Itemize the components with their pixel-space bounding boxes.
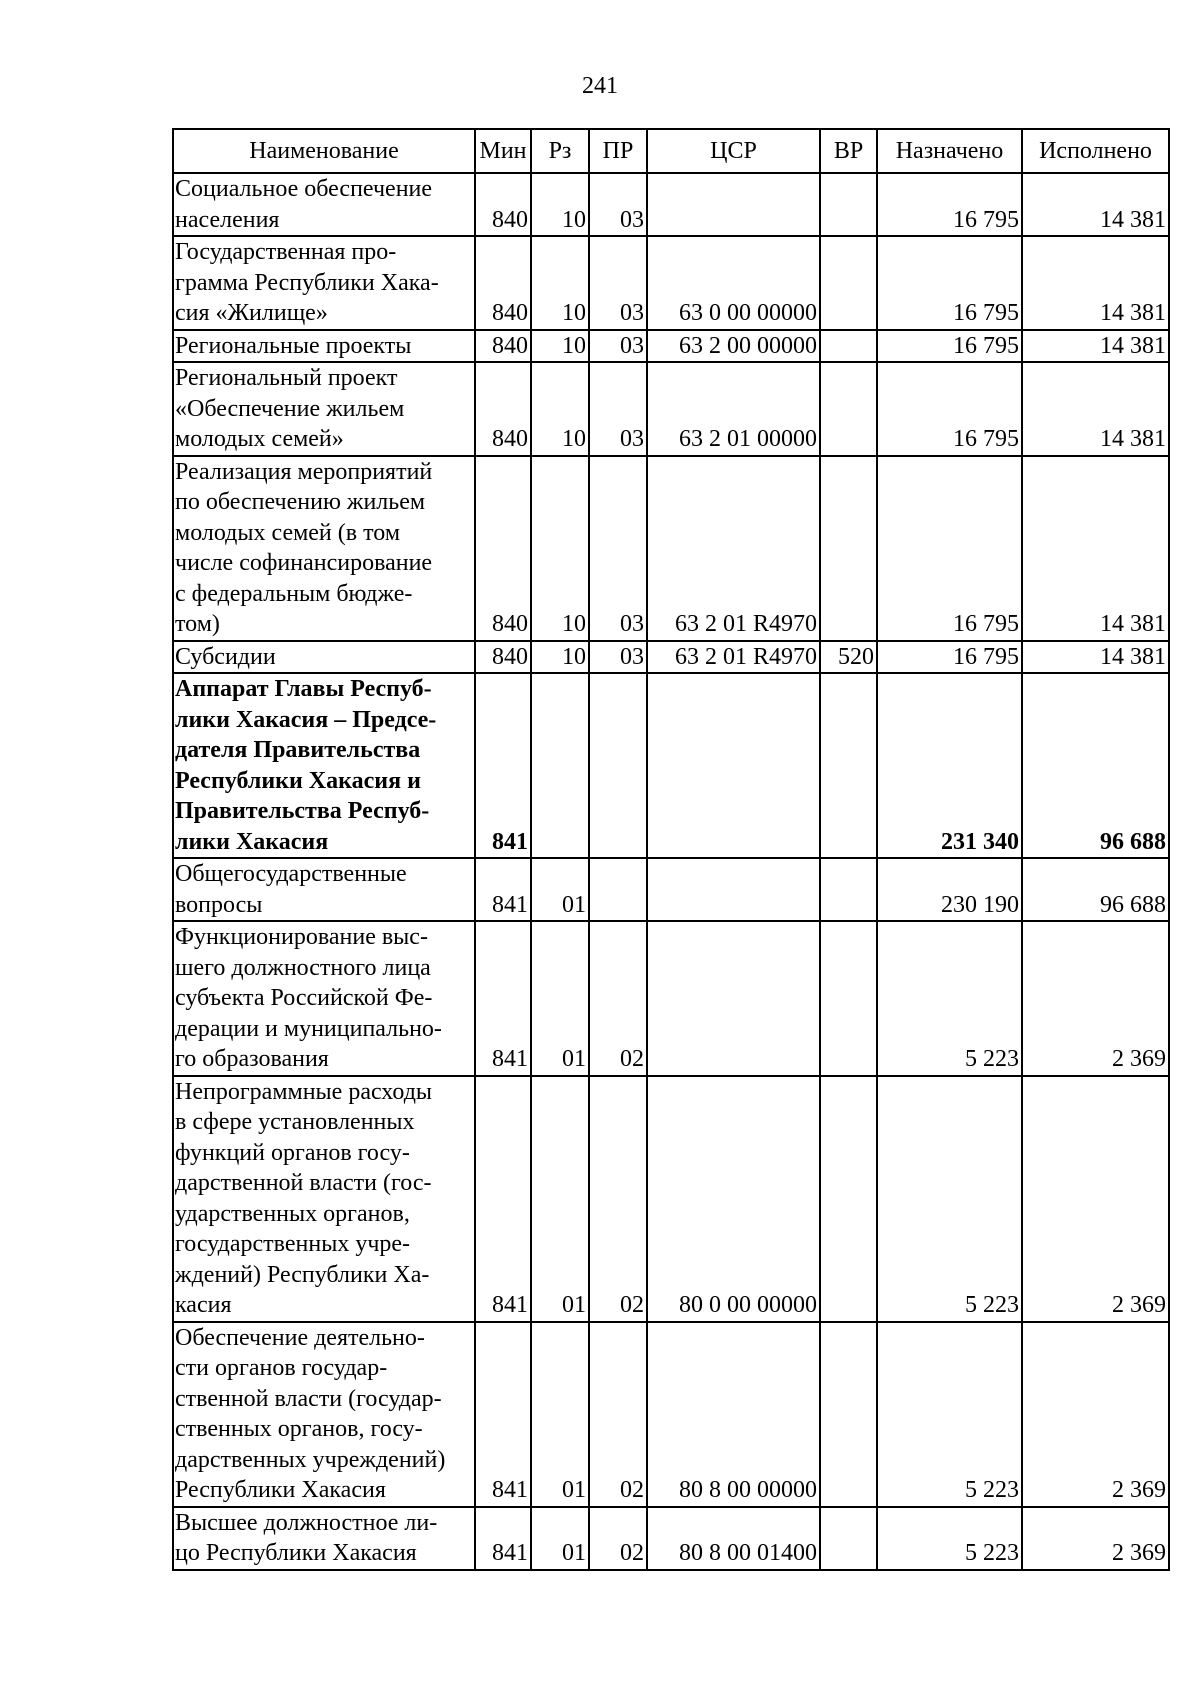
cell-name <box>173 641 475 674</box>
cell-min: 841 <box>475 1322 531 1507</box>
cell-csr <box>647 173 820 236</box>
cell-pr: 02 <box>589 921 647 1076</box>
cell-executed: 2 369 <box>1022 1507 1169 1570</box>
name-line: Непрограммные расходы <box>175 1078 433 1105</box>
name-line: ударственных органов, <box>175 1200 410 1227</box>
name-line: Республики Хакасия <box>175 1477 386 1503</box>
name-line: субъекта Российской Фе- <box>175 985 433 1011</box>
name-line: функций органов госу- <box>175 1139 410 1166</box>
cell-name <box>173 1507 475 1570</box>
name-line: Правительства Респуб- <box>175 798 430 824</box>
cell-min: 841 <box>475 1076 531 1322</box>
name-line: Высшее должностное ли- <box>175 1509 438 1536</box>
cell-assigned: 16 795 <box>877 641 1022 674</box>
name-line: касия <box>175 1292 232 1318</box>
cell-executed: 14 381 <box>1022 641 1169 674</box>
cell-assigned: 231 340 <box>877 673 1022 858</box>
cell-csr: 80 8 00 01400 <box>647 1507 820 1570</box>
name-line: Аппарат Главы Респуб- <box>175 676 432 702</box>
cell-vr <box>820 456 877 641</box>
cell-executed: 2 369 <box>1022 1076 1169 1322</box>
cell-assigned: 16 795 <box>877 330 1022 363</box>
cell-name <box>173 858 475 921</box>
name-line: Общегосударственные <box>175 861 407 887</box>
cell-rz: 01 <box>531 1076 589 1322</box>
name-line: Обеспечение деятельно- <box>175 1324 425 1351</box>
name-line: го образования <box>175 1046 329 1072</box>
header-pr: ПР <box>589 129 647 173</box>
cell-assigned: 5 223 <box>877 1076 1022 1322</box>
cell-min: 841 <box>475 673 531 858</box>
cell-name <box>173 673 475 858</box>
cell-rz: 01 <box>531 1507 589 1570</box>
table-row <box>173 673 1169 858</box>
name-line: Региональные проекты <box>175 332 412 359</box>
name-line: грамма Республики Хака- <box>175 269 439 296</box>
table-row <box>173 456 1169 641</box>
cell-vr <box>820 173 877 236</box>
name-line: ственной власти (государ- <box>175 1385 442 1412</box>
table-row <box>173 641 1169 674</box>
table-row <box>173 858 1169 921</box>
name-line: по обеспечению жильем <box>175 489 426 515</box>
cell-executed: 96 688 <box>1022 858 1169 921</box>
name-line: дерации и муниципально- <box>175 1015 442 1042</box>
table-row <box>173 362 1169 456</box>
cell-rz: 10 <box>531 362 589 456</box>
cell-rz: 10 <box>531 641 589 674</box>
cell-min: 840 <box>475 236 531 330</box>
cell-vr <box>820 1322 877 1507</box>
name-line: лики Хакасия <box>175 828 329 855</box>
name-line: Республики Хакасия и <box>175 767 421 794</box>
cell-min: 841 <box>475 921 531 1076</box>
table-body <box>173 173 1169 1570</box>
cell-pr: 03 <box>589 236 647 330</box>
cell-csr: 63 0 00 00000 <box>647 236 820 330</box>
cell-min: 840 <box>475 456 531 641</box>
name-line: Реализация мероприятий <box>175 458 433 485</box>
cell-rz <box>531 673 589 858</box>
cell-csr <box>647 858 820 921</box>
header-assigned: Назначено <box>877 129 1022 173</box>
header-min: Мин <box>475 129 531 173</box>
table-row <box>173 1322 1169 1507</box>
cell-vr <box>820 858 877 921</box>
cell-name <box>173 330 475 363</box>
cell-csr: 63 2 00 00000 <box>647 330 820 363</box>
name-line: сия «Жилище» <box>175 300 328 326</box>
name-line: числе софинансирование <box>175 550 433 576</box>
cell-assigned: 16 795 <box>877 173 1022 236</box>
name-line: с федеральным бюдже- <box>175 580 413 607</box>
cell-csr: 63 2 01 00000 <box>647 362 820 456</box>
cell-assigned: 5 223 <box>877 1322 1022 1507</box>
header-csr: ЦСР <box>647 129 820 173</box>
name-line: молодых семей (в том <box>175 519 400 546</box>
name-line: Региональный проект <box>175 365 398 391</box>
cell-name <box>173 1322 475 1507</box>
page-number: 241 <box>582 73 618 99</box>
cell-min: 840 <box>475 173 531 236</box>
table-header-row <box>173 129 1169 173</box>
cell-vr <box>820 1507 877 1570</box>
name-line: государственных учре- <box>175 1231 411 1257</box>
name-line: шего должностного лица <box>175 954 431 981</box>
header-rz: Рз <box>531 129 589 173</box>
cell-name <box>173 173 475 236</box>
cell-pr: 02 <box>589 1507 647 1570</box>
cell-assigned: 5 223 <box>877 1507 1022 1570</box>
cell-assigned: 5 223 <box>877 921 1022 1076</box>
cell-vr <box>820 1076 877 1322</box>
cell-executed: 14 381 <box>1022 456 1169 641</box>
name-line: том) <box>175 611 220 637</box>
name-line: дарственных учреждений) <box>175 1446 446 1473</box>
name-line: цо Республики Хакасия <box>175 1540 417 1566</box>
name-line: дателя Правительства <box>175 737 421 763</box>
cell-csr: 63 2 01 R4970 <box>647 456 820 641</box>
cell-pr <box>589 673 647 858</box>
cell-pr: 03 <box>589 362 647 456</box>
cell-csr: 80 8 00 00000 <box>647 1322 820 1507</box>
cell-rz: 10 <box>531 173 589 236</box>
cell-pr <box>589 858 647 921</box>
cell-rz: 01 <box>531 858 589 921</box>
cell-executed: 14 381 <box>1022 173 1169 236</box>
cell-executed: 14 381 <box>1022 236 1169 330</box>
cell-name <box>173 362 475 456</box>
cell-rz: 10 <box>531 330 589 363</box>
cell-csr: 63 2 01 R4970 <box>647 641 820 674</box>
cell-csr <box>647 921 820 1076</box>
cell-name <box>173 921 475 1076</box>
cell-rz: 10 <box>531 236 589 330</box>
header-vr: ВР <box>820 129 877 173</box>
name-line: дарственной власти (гос- <box>175 1170 432 1196</box>
cell-csr: 80 0 00 00000 <box>647 1076 820 1322</box>
cell-assigned: 16 795 <box>877 456 1022 641</box>
table-row <box>173 1507 1169 1570</box>
cell-executed: 2 369 <box>1022 1322 1169 1507</box>
cell-vr <box>820 673 877 858</box>
name-line: Субсидии <box>175 643 276 670</box>
cell-min: 841 <box>475 1507 531 1570</box>
cell-vr <box>820 236 877 330</box>
cell-executed: 14 381 <box>1022 330 1169 363</box>
cell-pr: 02 <box>589 1076 647 1322</box>
cell-assigned: 16 795 <box>877 362 1022 456</box>
name-line: молодых семей» <box>175 426 344 452</box>
cell-pr: 03 <box>589 641 647 674</box>
cell-pr: 02 <box>589 1322 647 1507</box>
cell-executed: 14 381 <box>1022 362 1169 456</box>
name-line: сти органов государ- <box>175 1355 388 1381</box>
table-row <box>173 236 1169 330</box>
header-executed: Исполнено <box>1022 129 1169 173</box>
table-row <box>173 173 1169 236</box>
cell-name <box>173 456 475 641</box>
cell-name <box>173 1076 475 1322</box>
cell-min: 841 <box>475 858 531 921</box>
name-line: Государственная про- <box>175 239 397 265</box>
cell-assigned: 230 190 <box>877 858 1022 921</box>
cell-executed: 96 688 <box>1022 673 1169 858</box>
name-line: населения <box>175 206 280 233</box>
cell-rz: 01 <box>531 921 589 1076</box>
cell-min: 840 <box>475 641 531 674</box>
cell-vr <box>820 921 877 1076</box>
cell-executed: 2 369 <box>1022 921 1169 1076</box>
table-row <box>173 921 1169 1076</box>
cell-pr: 03 <box>589 330 647 363</box>
cell-vr <box>820 362 877 456</box>
table-row <box>173 330 1169 363</box>
table-row <box>173 1076 1169 1322</box>
name-line: Функционирование выс- <box>175 924 428 950</box>
header-name: Наименование <box>173 129 475 173</box>
name-line: ждений) Республики Ха- <box>175 1261 430 1288</box>
name-line: Социальное обеспечение <box>175 176 433 202</box>
cell-rz: 10 <box>531 456 589 641</box>
name-line: ственных органов, госу- <box>175 1416 423 1442</box>
name-line: в сфере установленных <box>175 1109 415 1135</box>
cell-pr: 03 <box>589 456 647 641</box>
cell-min: 840 <box>475 330 531 363</box>
cell-name <box>173 236 475 330</box>
cell-rz: 01 <box>531 1322 589 1507</box>
name-line: вопросы <box>175 891 263 918</box>
cell-assigned: 16 795 <box>877 236 1022 330</box>
name-line: лики Хакасия – Предсе- <box>175 706 437 733</box>
cell-vr: 520 <box>820 641 877 674</box>
cell-pr: 03 <box>589 173 647 236</box>
cell-min: 840 <box>475 362 531 456</box>
cell-csr <box>647 673 820 858</box>
name-line: «Обеспечение жильем <box>175 395 405 422</box>
budget-table <box>172 128 1170 1571</box>
cell-vr <box>820 330 877 363</box>
